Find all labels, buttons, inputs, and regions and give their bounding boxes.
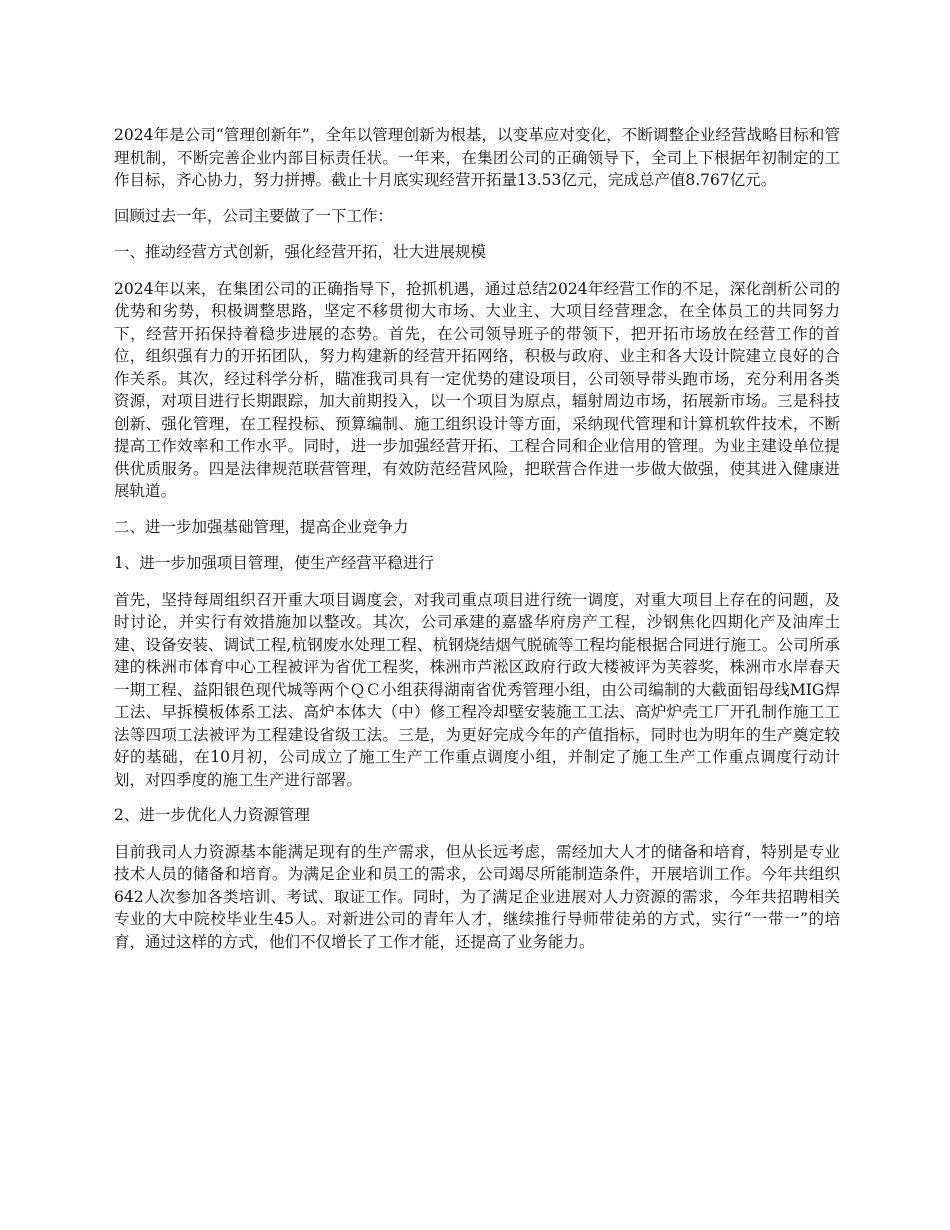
intro-paragraph: 2024年是公司“管理创新年”，全年以管理创新为根基，以变革应对变化，不断调整企业经营战略目标和管理机制，不断完善企业内部目标责任状。一年来，在集团公司的正确领导下，全司上下根据年初制定的工作目标，齐心协力，努力拼搏。截止十月底实现经营开拓量13.53亿元，完成总产值8.767亿元。 — [114, 126, 840, 189]
section-1-paragraph: 2024年以来，在集团公司的正确指导下，抢抓机遇，通过总结2024年经营工作的不足，深化剖析公司的优势和劣势，积极调整思路，坚定不移贯彻大市场、大业主、大项目经营理念，在全体员工的共同努力下，经营开拓保持着稳步进展的态势。首先，在公司领导班子的带领下，把开拓市场放在经营工作的首位，组织强有力的开拓团队，努力构建新的经营开拓网络，积极与政府、业主和各大设计院建立良好的合作关系。其次，经过科学分析，瞄准我司具有一定优势的建设项目，公司领导带头跑市场，充分利用各类资源，对项目进行长期跟踪，加大前期投入，以一个项目为原点，辐射周边市场，拓展新市场。三是科技创新、强化管理，在工程投标、预算编制、施工组织设计等方面，采纳现代管理和计算机软件技术，不断提高工作效率和工作水平。同时，进一步加强经营开拓、工程合同和企业信用的管理。为业主建设单位提供优质服务。四是法律规范联营管理，有效防范经营风险，把联营合作进一步做大做强，使其进入健康进展轨道。 — [114, 279, 840, 500]
subsection-heading-2-2: 2、进一步优化人力资源管理 — [114, 806, 310, 824]
subsection-2-2-paragraph: 目前我司人力资源基本能满足现有的生产需求，但从长远考虑，需经加大人才的储备和培育，特别是专业技术人员的储备和培育。为满足企业和员工的需求，公司竭尽所能制造条件，开展培训工作。今年共组织642人次参加各类培训、考试、取证工作。同时，为了满足企业进展对人力资源的需求，今年共招聘相关专业的大中院校毕业生45人。对新进公司的青年人才，继续推行导师带徒弟的方式，实行“一带一”的培育，通过这样的方式，他们不仅增长了工作才能，还提高了业务能力。 — [114, 842, 840, 951]
section-heading-1: 一、推动经营方式创新，强化经营开拓，壮大进展规模 — [114, 243, 487, 261]
subsection-heading-2-1: 1、进一步加强项目管理，使生产经营平稳进行 — [114, 554, 434, 572]
document-body — [114, 124, 840, 966]
review-intro-line: 回顾过去一年，公司主要做了一下工作： — [114, 206, 394, 225]
section-heading-2: 二、进一步加强基础管理，提高企业竞争力 — [114, 517, 409, 536]
subsection-2-1-paragraph: 首先，坚持每周组织召开重大项目调度会，对我司重点项目进行统一调度，对重大项目上存在的问题，及时讨论，并实行有效措施加以整改。其次，公司承建的嘉盛华府房产工程，沙钢焦化四期化产及油库土建、设备安装、调试工程,杭钢废水处理工程、杭钢烧结烟气脱硫等工程均能根据合同进行施工。公司所承建的株洲市体育中心工程被评为省优工程奖，株洲市芦淞区政府行政大楼被评为芙蓉奖，株洲市水岸春天一期工程、益阳银色现代城等两个ＱＣ小组获得湖南省优秀管理小组，由公司编制的大截面铝母线MIG焊工法、早拆模板体系工法、高炉本体大（中）修工程冷却壁安装施工工法、高炉炉壳工厂开孔制作施工工法等四项工法被评为工程建设省级工法。三是，为更好完成今年的产值指标，同时也为明年的生产奠定较好的基础，在10月初，公司成立了施工生产工作重点调度小组，并制定了施工生产工作重点调度行动计划，对四季度的施工生产进行部署。 — [114, 590, 840, 789]
